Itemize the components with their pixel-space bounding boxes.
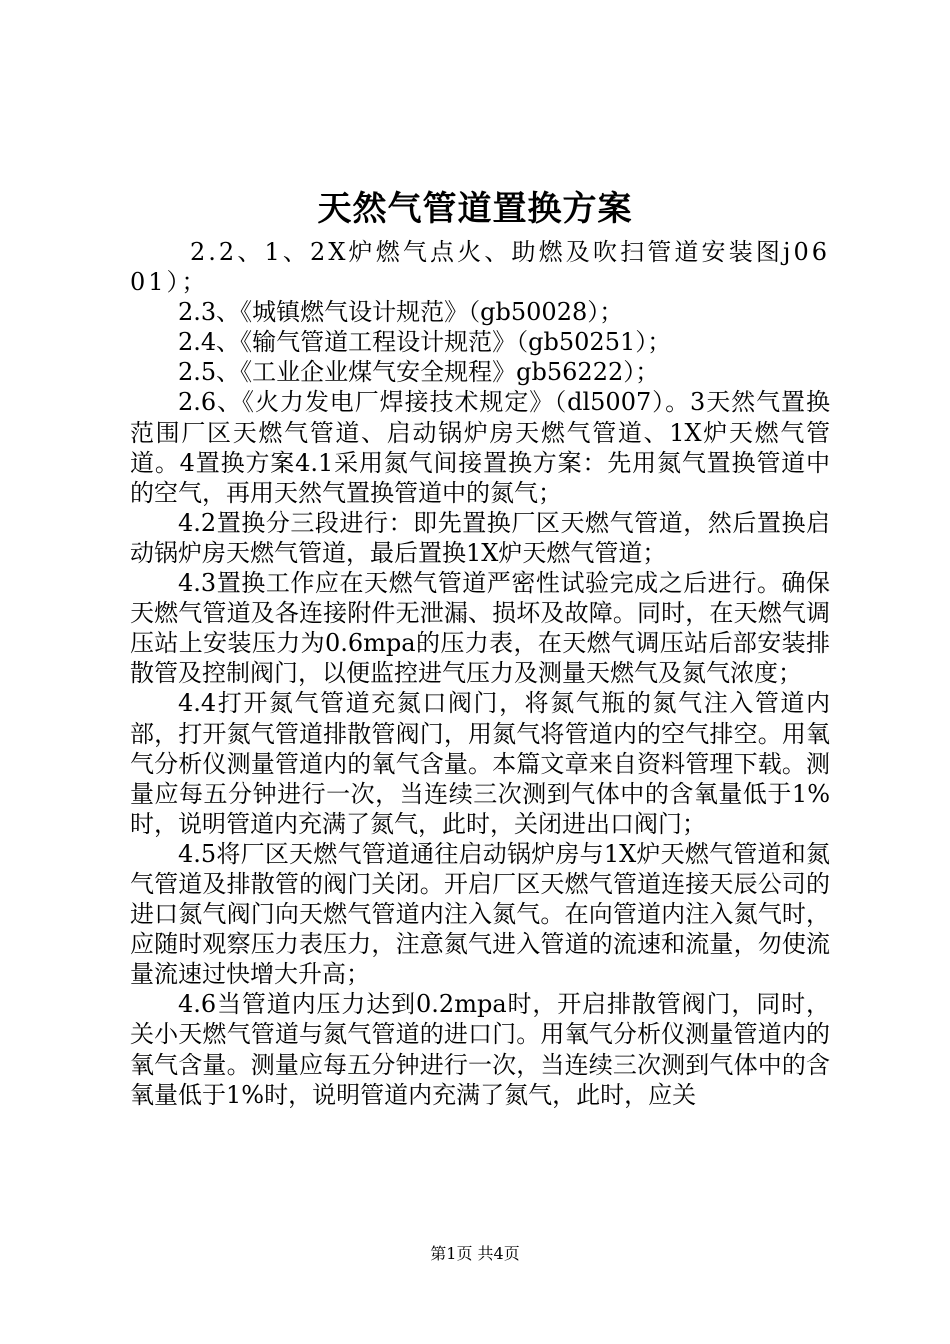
paragraph-4-2: 4.2置换分三段进行：即先置换厂区天燃气管道，然后置换启动锅炉房天燃气管道，最后置换1X炉天燃气管道； [130,508,830,567]
page-footer: 第1页 共4页 [430,1244,520,1263]
paragraph-4-6: 4.6当管道内压力达到0.2mpa时，开启排散管阀门，同时，关小天燃气管道与氮气管道的进口门。用氧气分析仪测量管道内的氧气含量。测量应每五分钟进行一次，当连续三次测到气体中的含氧量低于1%时，说明管道内充满了氮气，此时，应关 [130,990,830,1109]
paragraph-4-3: 4.3置换工作应在天燃气管道严密性试验完成之后进行。确保天燃气管道及各连接附件无泄漏、损坏及故障。同时，在天燃气调压站上安装压力为0.6mpa的压力表，在天燃气调压站后部安装排散管及控制阀门，以便监控进气压力及测量天燃气及氮气浓度； [130,569,830,688]
paragraph-2-2: 2.2、1、2X炉燃气点火、助燃及吹扫管道安装图j0601）； [130,238,830,297]
paragraph-4-4: 4.4打开氮气管道充氮口阀门，将氮气瓶的氮气注入管道内部，打开氮气管道排散管阀门，用氮气将管道内的空气排空。用氧气分析仪测量管道内的氧气含量。本篇文章来自资料管理下载。测量应每五分钟进行一次，当连续三次测到气体中的含氧量低于1%时，说明管道内充满了氮气，此时，关闭进出口阀门； [130,689,830,838]
document-title: 天然气管道置换方案 [317,189,633,229]
paragraph-2-4: 2.4、《输气管道工程设计规范》（gb50251）； [178,328,672,357]
paragraph-2-5: 2.5、《工业企业煤气安全规程》gb56222）； [178,358,660,387]
paragraph-2-6: 2.6、《火力发电厂焊接技术规定》（dl5007）。3天然气置换范围厂区天燃气管道、启动锅炉房天燃气管道、1X炉天燃气管道。4置换方案4.1采用氮气间接置换方案：先用氮气置换管道中的空气，再用天然气置换管道中的氮气； [130,388,830,507]
document-body [130,237,830,1110]
paragraph-4-5: 4.5将厂区天燃气管道通往启动锅炉房与1X炉天燃气管道和氮气管道及排散管的阀门关闭。开启厂区天燃气管道连接天辰公司的进口氮气阀门向天燃气管道内注入氮气。在向管道内注入氮气时，应随时观察压力表压力，注意氮气进入管道的流速和流量，勿使流量流速过快增大升高； [130,839,830,989]
paragraph-2-3: 2.3、《城镇燃气设计规范》（gb50028）； [178,298,624,327]
